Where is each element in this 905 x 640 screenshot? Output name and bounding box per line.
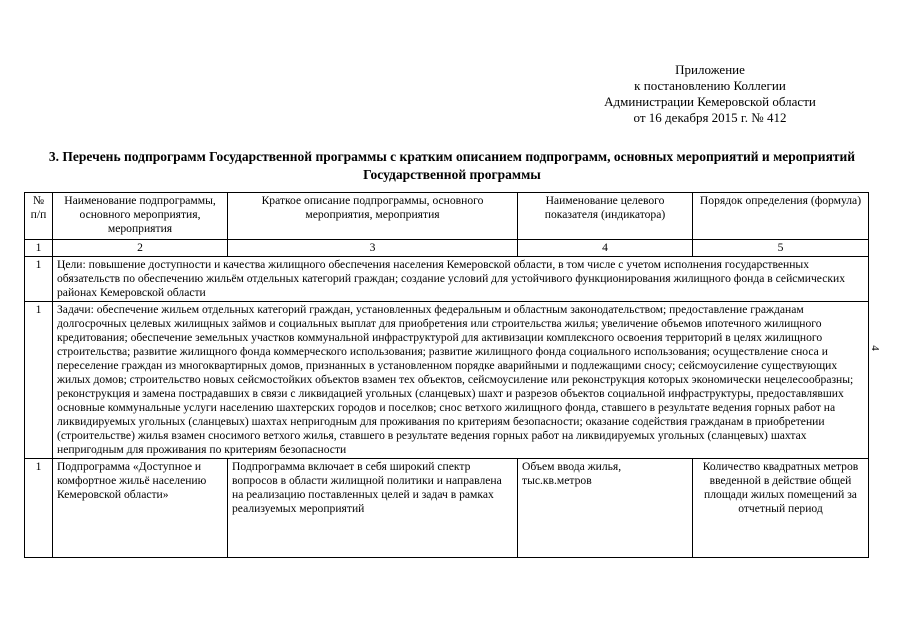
subprogram-formula: Количество квадратных метров введенной в действие общей площади жилых помещений за отчетный период [693,459,869,558]
tasks-row-number: 1 [25,302,53,459]
appendix-administration: Администрации Кемеровской области [604,94,816,109]
column-number: 4 [518,240,693,257]
subprogram-description: Подпрограмма включает в себя широкий спектр вопросов в области жилищной политики и направлена на реализацию поставленных целей и задач в рамках реализуемых мероприятий [228,459,518,558]
column-number: 3 [228,240,518,257]
column-number: 1 [25,240,53,257]
appendix-title: Приложение [675,62,745,77]
header-cell-formula: Порядок определения (формула) [693,193,869,240]
tasks-row [25,302,869,459]
goals-row [25,257,869,302]
tasks-text: Задачи: обеспечение жильем отдельных категорий граждан, установленных федеральным и областным законодательством; предоставление гражданам долгосрочных целевых жилищных займов и социальных выплат для приобретения или строительства жилья; увеличение объемов ипотечного жилищного кредитования; обеспечение земельных участков коммунальной инфраструктурой для активизации комплексного освоения территорий в целях жилищного строительства; развитие жилищного фонда коммерческого использования; развитие жилищного фонда социального использования; осуществление сноса и переселение граждан из многоквартирных домов, признанных в установленном порядке аварийными и подлежащими сносу; сейсмоусиление существующих жилых домов; строительство новых сейсмостойких объектов взамен тех объектов, сейсмоусиление или реконструкция которых экономически нецелесообразны; реконструкция и замена пострадавших в связи с ликвидацией угольных (сланцевых) шахт и разрезов объектов социальной инфраструктуры, предоставлявших основные коммунальные услуги населению шахтерских городов и поселков; снос ветхого жилищного фонда, ставшего в результате ведения горных работ на ликвидируемых угольных (сланцевых) шахтах непригодным для проживания по критериям безопасности; оказание содействия гражданам в приобретении (строительстве) жилья взамен сносимого ветхого жилья, ставшего в результате ведения горных работ на ликвидируемых угольных (сланцевых) шахтах непригодным для проживания по критериям безопасности [53,302,869,459]
document-title: 3. Перечень подпрограмм Государственной программы с кратким описанием подпрограмм, основных мероприятий и мероприятий Государственной программы [48,149,856,182]
subprograms-table [24,192,869,558]
subprogram-row [25,459,869,558]
goals-row-number: 1 [25,257,53,302]
page-number: 4 [868,345,881,351]
header-cell-number: № п/п [25,193,53,240]
column-number-row [25,240,869,257]
appendix-block [560,62,860,126]
appendix-resolution: к постановлению Коллегии [634,78,786,93]
table-header-row [25,193,869,240]
column-number: 2 [53,240,228,257]
header-cell-indicator: Наименование целевого показателя (индикатора) [518,193,693,240]
column-number: 5 [693,240,869,257]
subprogram-row-number: 1 [25,459,53,558]
appendix-date: от 16 декабря 2015 г. № 412 [633,110,787,125]
goals-text: Цели: повышение доступности и качества жилищного обеспечения населения Кемеровской области, в том числе с учетом исполнения государственных обязательств по обеспечению жильём отдельных категорий граждан; создание условий для устойчивого функционирования жилищного фонда в сейсмических районах Кемеровской области [53,257,869,302]
subprogram-indicator: Объем ввода жилья, тыс.кв.метров [518,459,693,558]
header-cell-name: Наименование подпрограммы, основного мероприятия, мероприятия [53,193,228,240]
header-cell-description: Краткое описание подпрограммы, основного мероприятия, мероприятия [228,193,518,240]
subprogram-name: Подпрограмма «Доступное и комфортное жильё населению Кемеровской области» [53,459,228,558]
